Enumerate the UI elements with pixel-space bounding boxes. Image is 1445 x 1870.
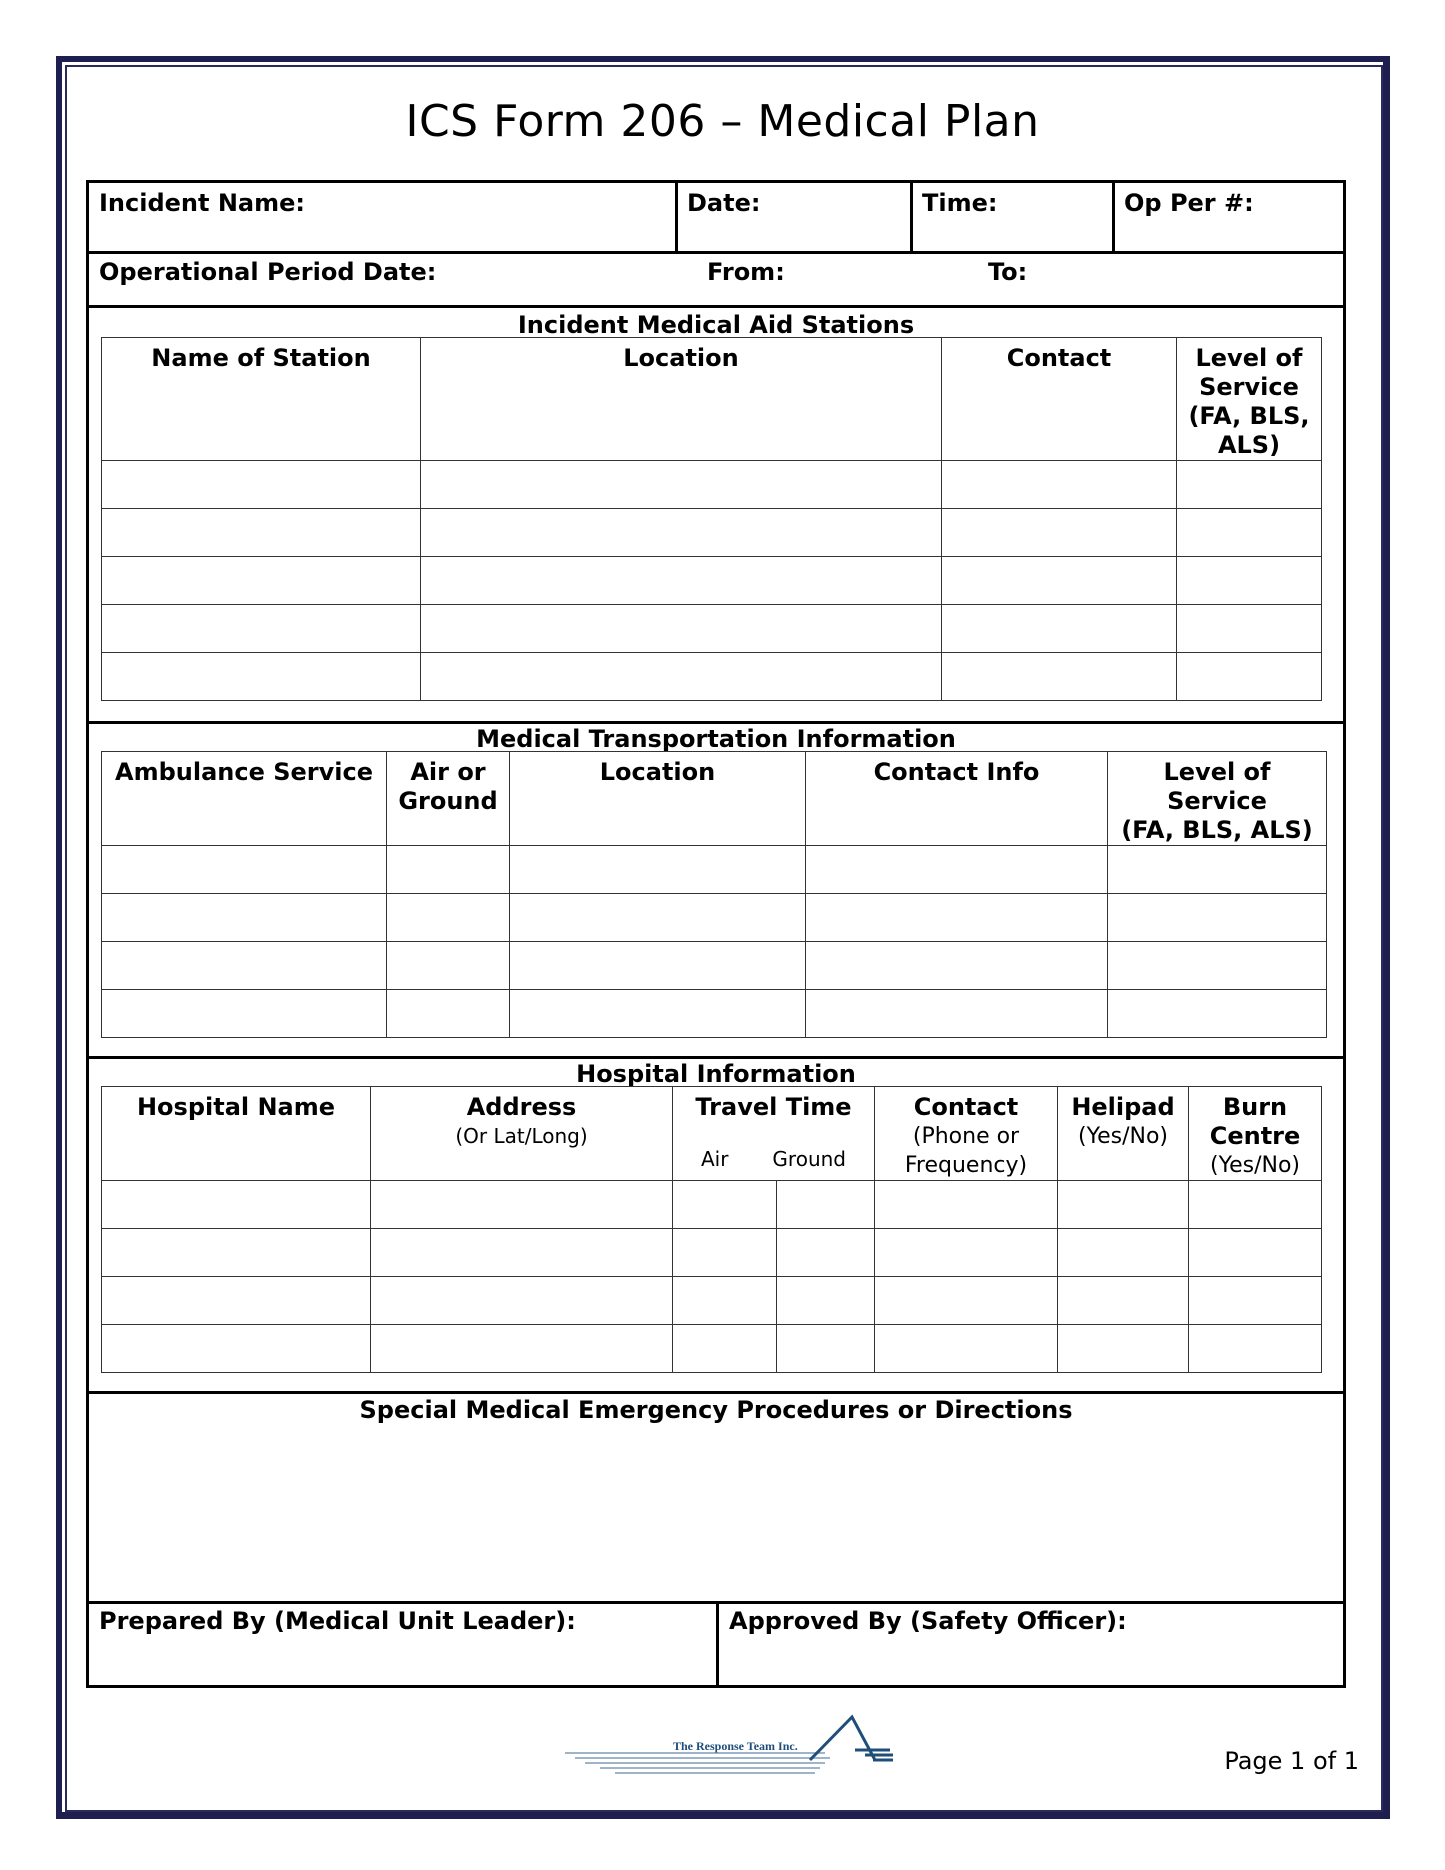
ground-time-cell[interactable] — [777, 1325, 875, 1373]
level-cell[interactable] — [1177, 605, 1322, 653]
divider — [89, 1056, 1343, 1059]
air-ground-cell[interactable] — [387, 942, 510, 990]
from-label: From: — [707, 258, 785, 286]
logo-speed-lines — [565, 1753, 830, 1773]
contact-cell[interactable] — [806, 846, 1108, 894]
burn-centre-cell[interactable] — [1189, 1277, 1322, 1325]
col-air-line: Air or — [410, 758, 486, 786]
level-cell[interactable] — [1108, 942, 1327, 990]
name-cell[interactable] — [102, 509, 421, 557]
level-cell[interactable] — [1108, 990, 1327, 1038]
col-address-sub: (Or Lat/Long) — [455, 1124, 588, 1148]
name-cell[interactable] — [102, 461, 421, 509]
col-burn-centre — [1189, 1087, 1322, 1181]
contact-cell[interactable] — [942, 605, 1177, 653]
col-air-or-ground — [387, 752, 510, 846]
air-time-cell[interactable] — [673, 1181, 777, 1229]
divider — [89, 251, 1343, 254]
address-cell[interactable] — [371, 1277, 673, 1325]
contact-cell[interactable] — [875, 1181, 1058, 1229]
divider — [1112, 183, 1115, 251]
medical-plan-form — [86, 180, 1346, 1688]
col-location: Location — [421, 338, 942, 461]
col-contact-line: Contact — [913, 1093, 1019, 1121]
approved-by-label: Approved By (Safety Officer): — [729, 1607, 1127, 1635]
op-per-label: Op Per #: — [1124, 189, 1254, 217]
special-procedures-title: Special Medical Emergency Procedures or Directions — [359, 1396, 1073, 1424]
contact-cell[interactable] — [806, 942, 1108, 990]
col-contact-sub: Frequency) — [904, 1153, 1028, 1178]
col-burn-line: Burn — [1222, 1093, 1288, 1121]
date-label: Date: — [687, 189, 761, 217]
location-cell[interactable] — [421, 509, 942, 557]
contact-cell[interactable] — [875, 1229, 1058, 1277]
col-level-line: Level of — [1195, 344, 1303, 372]
prepared-by-label: Prepared By (Medical Unit Leader): — [99, 1607, 576, 1635]
hospital-table — [101, 1086, 1322, 1373]
burn-centre-cell[interactable] — [1189, 1229, 1322, 1277]
aid-stations-table — [101, 337, 1322, 701]
location-cell[interactable] — [510, 846, 806, 894]
col-hospital-name: Hospital Name — [102, 1087, 371, 1181]
air-ground-cell[interactable] — [387, 990, 510, 1038]
transport-table — [101, 751, 1327, 1038]
location-cell[interactable] — [421, 653, 942, 701]
table-row — [102, 1229, 1322, 1277]
contact-cell[interactable] — [942, 557, 1177, 605]
col-level-line: Service — [1167, 787, 1267, 815]
ground-time-cell[interactable] — [777, 1229, 875, 1277]
helipad-cell[interactable] — [1058, 1229, 1189, 1277]
col-burn-sub: (Yes/No) — [1209, 1153, 1300, 1178]
aid-stations-title: Incident Medical Aid Stations — [517, 311, 915, 339]
table-row — [102, 1181, 1322, 1229]
time-label: Time: — [922, 189, 998, 217]
hospital-name-cell[interactable] — [102, 1229, 371, 1277]
col-name-of-station: Name of Station — [102, 338, 421, 461]
contact-cell[interactable] — [806, 990, 1108, 1038]
col-travel-line: Travel Time — [695, 1093, 852, 1121]
level-cell[interactable] — [1108, 846, 1327, 894]
col-level-line: ALS) — [1217, 431, 1281, 459]
air-time-cell[interactable] — [673, 1325, 777, 1373]
table-row — [102, 1277, 1322, 1325]
table-row — [102, 846, 1327, 894]
col-level-line: (FA, BLS, ALS) — [1121, 816, 1313, 844]
address-cell[interactable] — [371, 1229, 673, 1277]
transport-title: Medical Transportation Information — [476, 725, 956, 753]
name-cell[interactable] — [102, 653, 421, 701]
contact-cell[interactable] — [875, 1325, 1058, 1373]
col-contact-info: Contact Info — [806, 752, 1108, 846]
air-time-cell[interactable] — [673, 1277, 777, 1325]
table-row — [102, 653, 1322, 701]
ambulance-cell[interactable] — [102, 846, 387, 894]
col-contact-sub: (Phone or — [912, 1124, 1020, 1149]
table-row — [102, 942, 1327, 990]
col-level-of-service — [1177, 338, 1322, 461]
logo-text: The Response Team Inc. — [673, 1739, 798, 1753]
contact-cell[interactable] — [875, 1277, 1058, 1325]
incident-name-label: Incident Name: — [99, 189, 306, 217]
hospital-name-cell[interactable] — [102, 1325, 371, 1373]
contact-cell[interactable] — [942, 509, 1177, 557]
contact-cell[interactable] — [942, 653, 1177, 701]
divider — [675, 183, 678, 251]
ground-time-cell[interactable] — [777, 1181, 875, 1229]
col-location: Location — [510, 752, 806, 846]
col-helipad-line: Helipad — [1071, 1093, 1175, 1121]
helipad-cell[interactable] — [1058, 1181, 1189, 1229]
level-cell[interactable] — [1177, 461, 1322, 509]
col-level-line: Level of — [1163, 758, 1271, 786]
table-row — [102, 990, 1327, 1038]
operational-period-date-label: Operational Period Date: — [99, 258, 437, 286]
level-cell[interactable] — [1177, 509, 1322, 557]
table-row — [102, 894, 1327, 942]
location-cell[interactable] — [510, 942, 806, 990]
col-air-line: Ground — [398, 787, 498, 815]
address-cell[interactable] — [371, 1181, 673, 1229]
divider — [910, 183, 913, 251]
location-cell[interactable] — [421, 557, 942, 605]
divider — [716, 1601, 719, 1685]
col-helipad-sub: (Yes/No) — [1077, 1124, 1168, 1149]
helipad-cell[interactable] — [1058, 1325, 1189, 1373]
air-ground-cell[interactable] — [387, 894, 510, 942]
page-number: Page 1 of 1 — [1224, 1747, 1359, 1775]
col-address — [371, 1087, 673, 1181]
name-cell[interactable] — [102, 605, 421, 653]
name-cell[interactable] — [102, 557, 421, 605]
ambulance-cell[interactable] — [102, 894, 387, 942]
table-row — [102, 1325, 1322, 1373]
divider — [89, 305, 1343, 308]
location-cell[interactable] — [510, 894, 806, 942]
col-travel-air: Air — [700, 1147, 729, 1171]
level-cell[interactable] — [1108, 894, 1327, 942]
hospital-title: Hospital Information — [576, 1060, 856, 1088]
col-level-of-service — [1108, 752, 1327, 846]
to-label: To: — [988, 258, 1028, 286]
table-row — [102, 461, 1322, 509]
response-team-logo — [555, 1705, 905, 1785]
col-ambulance-service: Ambulance Service — [102, 752, 387, 846]
table-row — [102, 509, 1322, 557]
ambulance-cell[interactable] — [102, 990, 387, 1038]
special-procedures-area[interactable] — [95, 1433, 1337, 1593]
location-cell[interactable] — [421, 461, 942, 509]
col-travel-time — [673, 1087, 875, 1181]
level-cell[interactable] — [1177, 557, 1322, 605]
air-time-cell[interactable] — [673, 1229, 777, 1277]
table-row — [102, 605, 1322, 653]
col-level-line: (FA, BLS, — [1188, 402, 1310, 430]
helipad-cell[interactable] — [1058, 1277, 1189, 1325]
col-burn-line: Centre — [1209, 1122, 1301, 1150]
col-contact: Contact — [942, 338, 1177, 461]
col-travel-ground: Ground — [772, 1147, 846, 1171]
table-row — [102, 557, 1322, 605]
ground-time-cell[interactable] — [777, 1277, 875, 1325]
col-travel-sub — [673, 1145, 874, 1174]
page-title: ICS Form 206 – Medical Plan — [405, 96, 1040, 147]
hospital-name-cell[interactable] — [102, 1181, 371, 1229]
location-cell[interactable] — [510, 990, 806, 1038]
divider — [89, 721, 1343, 724]
burn-centre-cell[interactable] — [1189, 1325, 1322, 1373]
ambulance-cell[interactable] — [102, 942, 387, 990]
col-level-line: Service — [1199, 373, 1299, 401]
col-helipad — [1058, 1087, 1189, 1181]
air-ground-cell[interactable] — [387, 846, 510, 894]
contact-cell[interactable] — [806, 894, 1108, 942]
burn-centre-cell[interactable] — [1189, 1181, 1322, 1229]
contact-cell[interactable] — [942, 461, 1177, 509]
col-contact — [875, 1087, 1058, 1181]
address-cell[interactable] — [371, 1325, 673, 1373]
hospital-name-cell[interactable] — [102, 1277, 371, 1325]
divider — [89, 1391, 1343, 1394]
level-cell[interactable] — [1177, 653, 1322, 701]
location-cell[interactable] — [421, 605, 942, 653]
col-address-line: Address — [466, 1093, 577, 1121]
